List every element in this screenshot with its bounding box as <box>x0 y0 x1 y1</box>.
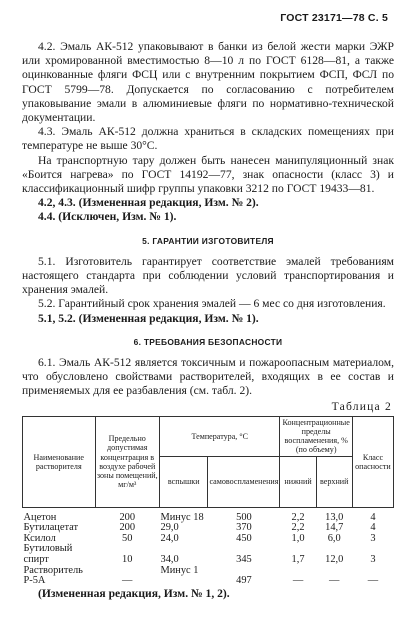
edit-note-table: (Измененная редакция, Изм. № 1, 2). <box>38 586 230 600</box>
edit-note-5-1-5-2: 5.1, 5.2. (Измененная редакция, Изм. № 1). <box>38 311 259 325</box>
col-header-lower: нижний <box>280 456 316 507</box>
col-header-name: Наименование растворителя <box>23 416 96 507</box>
solvents-table <box>22 416 394 587</box>
paragraph-6-1: 6.1. Эмаль АК-512 является токсичным и пожароопасным материалом, что обусловлено свойствами растворителей, входящих в ее состав и применяемых для ее разбавления (см. табл. 2). <box>22 356 394 398</box>
col-header-limit: Предельно допустимая концентрация в воздухе рабочей зоны помещений, мг/м³ <box>95 416 160 507</box>
paragraph-4-2: 4.2. Эмаль АК-512 упаковывают в банки из белой жести марки ЭЖР или хромированной вместимостью 8—10 л по ГОСТ 6128—81, а также оцинкованные фляги ФСЦ или с внутренним покрытием ФСП, ФСЛ по ГОСТ 5799—78. Допускается по согласованию с потребителем упаковывание эмали в алюминиевые фляги по нормативно-технической документации. <box>22 40 394 125</box>
page-header: ГОСТ 23171—78 С. 5 <box>280 12 388 24</box>
document-body <box>22 40 394 601</box>
col-header-concentration: Концентрационные пределы воспламенения, % (по объему) <box>280 416 352 456</box>
paragraph-4-3: 4.3. Эмаль АК-512 должна храниться в складских помещениях при температуре не выше 30°С. <box>22 125 394 153</box>
section-6-title: 6. ТРЕБОВАНИЯ БЕЗОПАСНОСТИ <box>133 336 283 347</box>
table-row: Бутилацетат 200 29,0 370 2,2 14,7 4 <box>23 522 376 534</box>
paragraph-transport-marking: На транспортную тару должен быть нанесен манипуляционный знак «Боится нагрева» по ГОСТ 14192—77, знак опасности (класс 3) и классификационный шифр группы упаковки 3212 по ГОСТ 19433—81. <box>22 153 394 196</box>
table-row: Бутиловый спирт 10 34,0 345 1,7 12,0 3 <box>23 543 376 566</box>
col-header-class: Класс опасности <box>352 416 393 507</box>
table-row: Растворитель Р-5А — Минус 1 497 — — — <box>23 564 379 587</box>
section-5-title: 5. ГАРАНТИИ ИЗГОТОВИТЕЛЯ <box>142 235 274 246</box>
table-row: Ксилол 50 24,0 450 1,0 6,0 3 <box>23 532 376 544</box>
excluded-note-4-4: 4.4. (Исключен, Изм. № 1). <box>38 210 177 224</box>
table-caption: Таблица 2 <box>331 399 392 413</box>
table-row: Ацетон 200 Минус 18 500 2,2 13,0 4 <box>23 511 376 523</box>
col-header-ignition: самовоспламенения <box>208 456 280 507</box>
edit-note-4-2-4-3: 4.2, 4.3. (Измененная редакция, Изм. № 2). <box>38 196 259 210</box>
col-header-temperature: Температура, °С <box>160 416 280 456</box>
paragraph-5-1: 5.1. Изготовитель гарантирует соответствие эмалей требованиям настоящего стандарта при соблюдении условий транспортирования и хранения эмалей. <box>22 254 394 297</box>
paragraph-5-2: 5.2. Гарантийный срок хранения эмалей — 6 мес со дня изготовления. <box>38 297 386 311</box>
col-header-flash: вспышки <box>160 456 208 507</box>
col-header-upper: верхний <box>316 456 352 507</box>
